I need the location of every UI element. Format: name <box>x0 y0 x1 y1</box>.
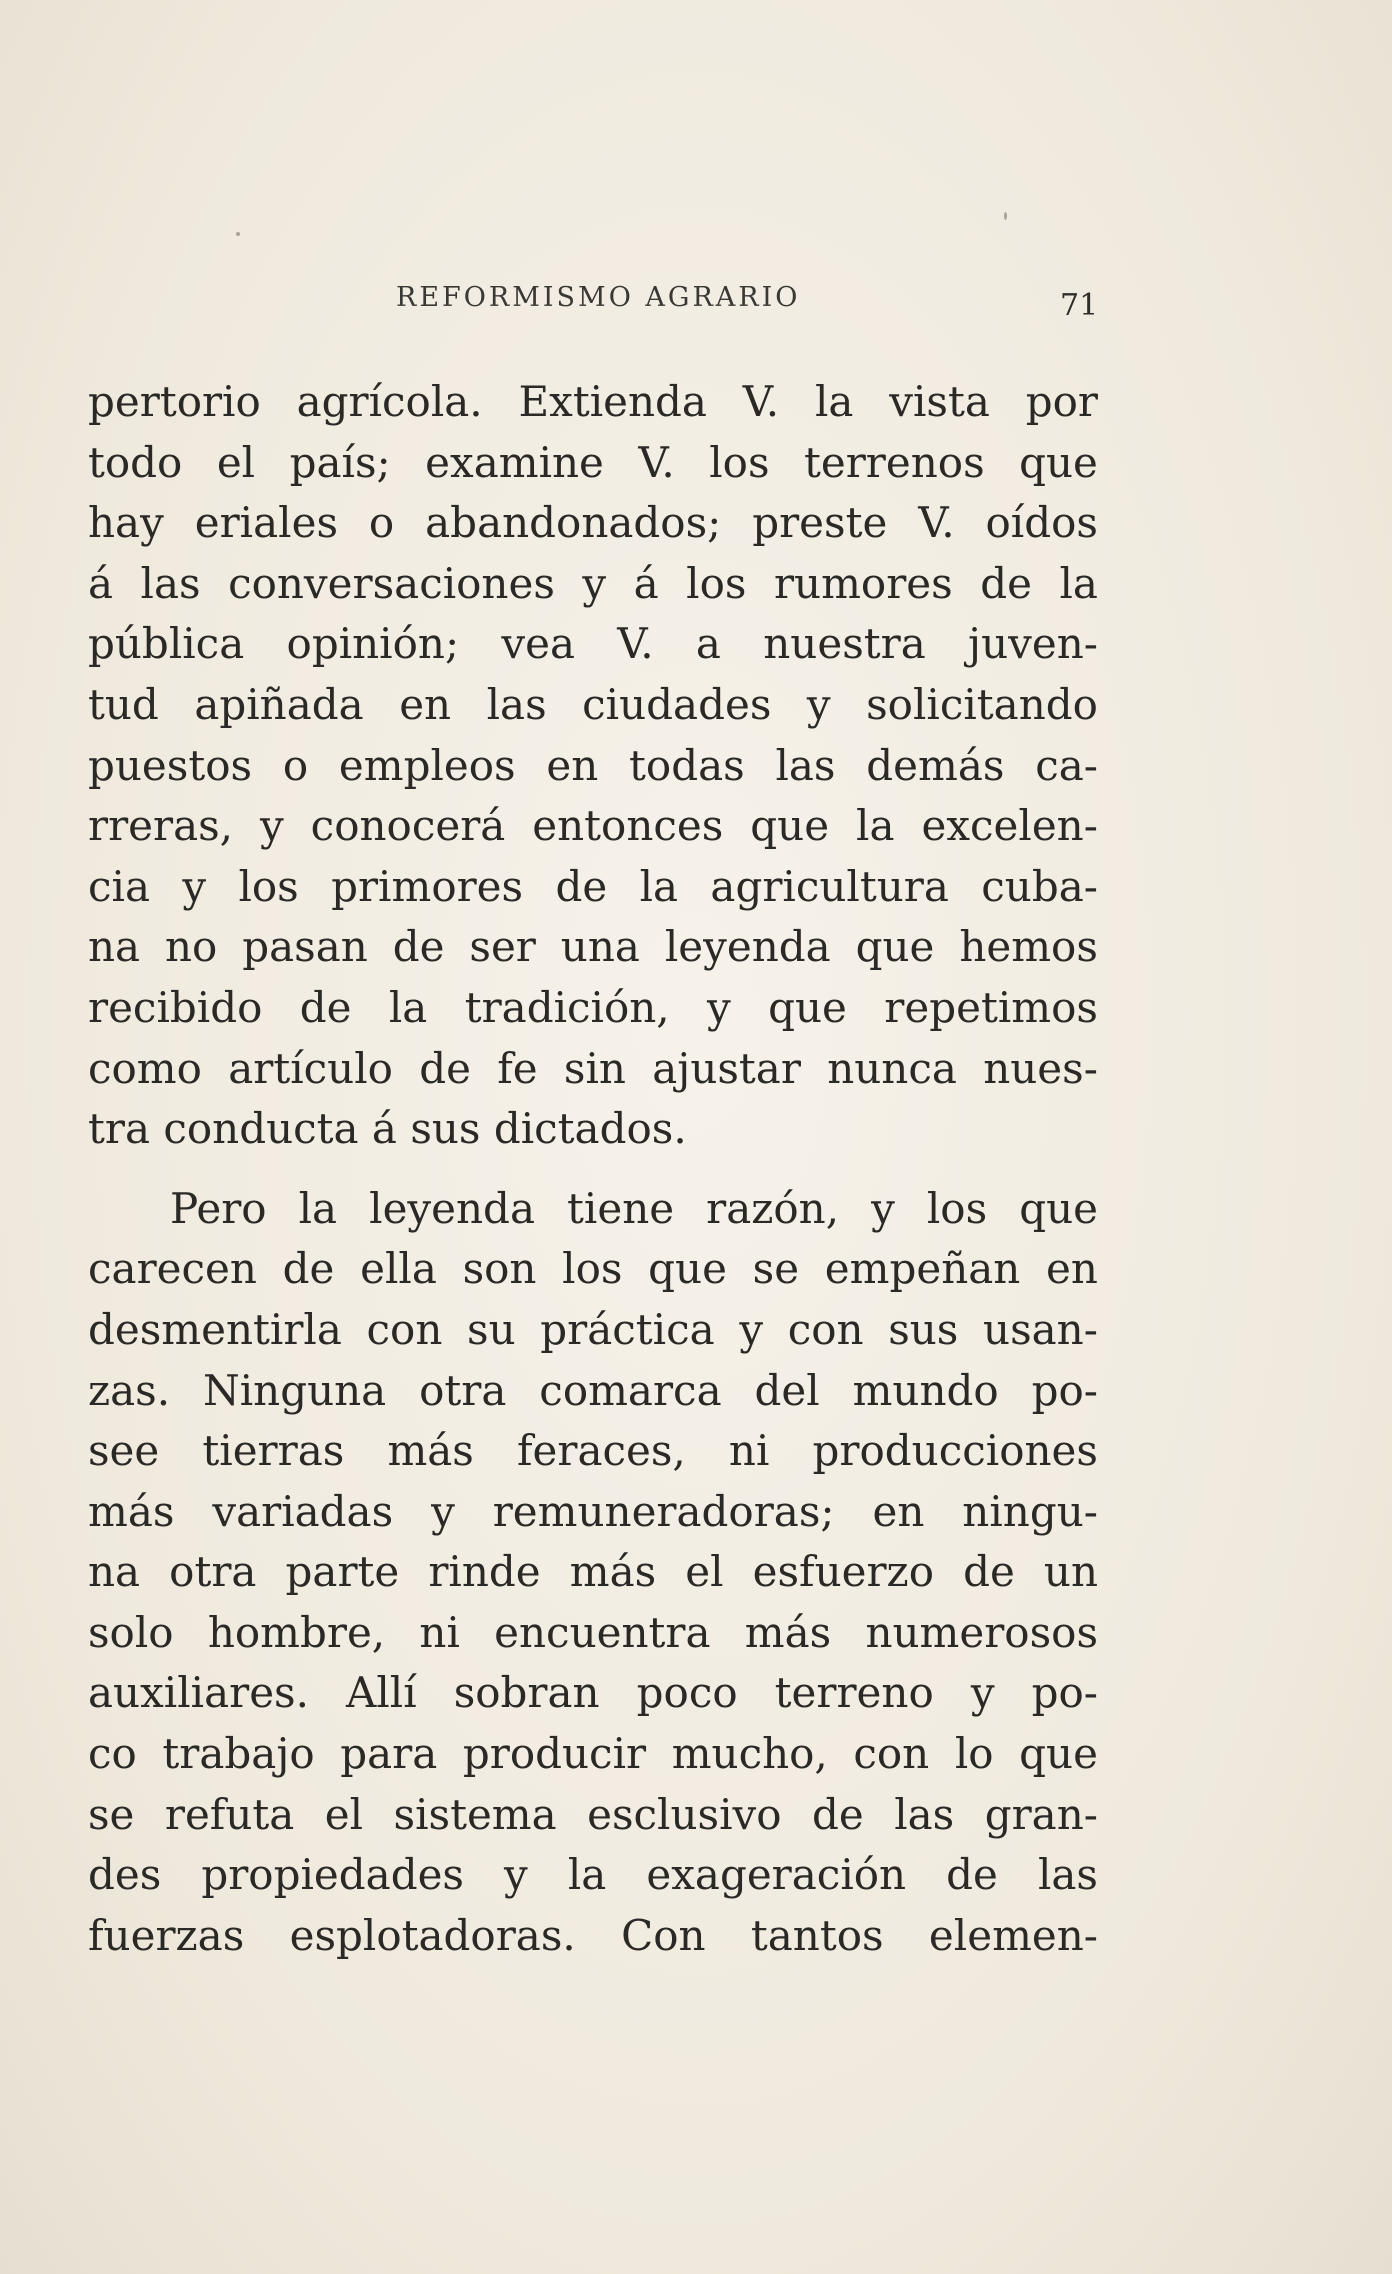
text-line: tud apiñada en las ciudades y solicitando <box>88 679 1098 729</box>
text-line: cia y los primores de la agricultura cuba- <box>88 861 1098 911</box>
text-line: see tierras más feraces, ni producciones <box>88 1426 1098 1476</box>
text-line: recibido de la tradición, y que repetimos <box>88 982 1098 1032</box>
text-line: se refuta el sistema esclusivo de las gran- <box>88 1789 1098 1839</box>
text-line: puestos o empleos en todas las demás ca- <box>88 740 1098 790</box>
text-line: hay eriales o abandonados; preste V. oídos <box>88 498 1098 548</box>
text-line: Pero la leyenda tiene razón, y los que <box>170 1183 1098 1233</box>
paragraph <box>88 372 1098 1160</box>
text-line: desmentirla con su práctica y con sus usan- <box>88 1304 1098 1354</box>
text-line: auxiliares. Allí sobran poco terreno y po- <box>88 1668 1098 1718</box>
body-text <box>88 372 1098 1966</box>
text-line: des propiedades y la exageración de las <box>88 1850 1098 1900</box>
text-line: co trabajo para producir mucho, con lo que <box>88 1729 1098 1779</box>
text-line: tra conducta á sus dictados. <box>88 1104 687 1154</box>
paper-speck <box>1004 212 1007 220</box>
text-line: fuerzas esplotadoras. Con tantos elemen- <box>88 1910 1098 1960</box>
text-line: como artículo de fe sin ajustar nunca nues- <box>88 1043 1098 1093</box>
page-number: 71 <box>1060 288 1099 323</box>
text-line: más variadas y remuneradoras; en ningu- <box>88 1486 1098 1536</box>
text-line: pertorio agrícola. Extienda V. la vista por <box>88 377 1098 426</box>
running-head: REFORMISMO AGRARIO <box>396 282 801 313</box>
text-line: á las conversaciones y á los rumores de la <box>88 558 1098 608</box>
text-line: solo hombre, ni encuentra más numerosos <box>88 1607 1098 1657</box>
text-line: na otra parte rinde más el esfuerzo de un <box>88 1547 1098 1597</box>
text-line: carecen de ella son los que se empeñan en <box>88 1244 1098 1294</box>
text-line: todo el país; examine V. los terrenos que <box>88 437 1098 487</box>
paper-speck <box>236 232 240 236</box>
paragraph <box>88 1179 1098 1967</box>
text-line: na no pasan de ser una leyenda que hemos <box>88 922 1098 972</box>
text-line: zas. Ninguna otra comarca del mundo po- <box>88 1365 1098 1415</box>
paragraph-gap <box>88 1160 1098 1179</box>
text-line: pública opinión; vea V. a nuestra juven- <box>88 619 1098 669</box>
text-line: rreras, y conocerá entonces que la excelen- <box>88 801 1098 851</box>
